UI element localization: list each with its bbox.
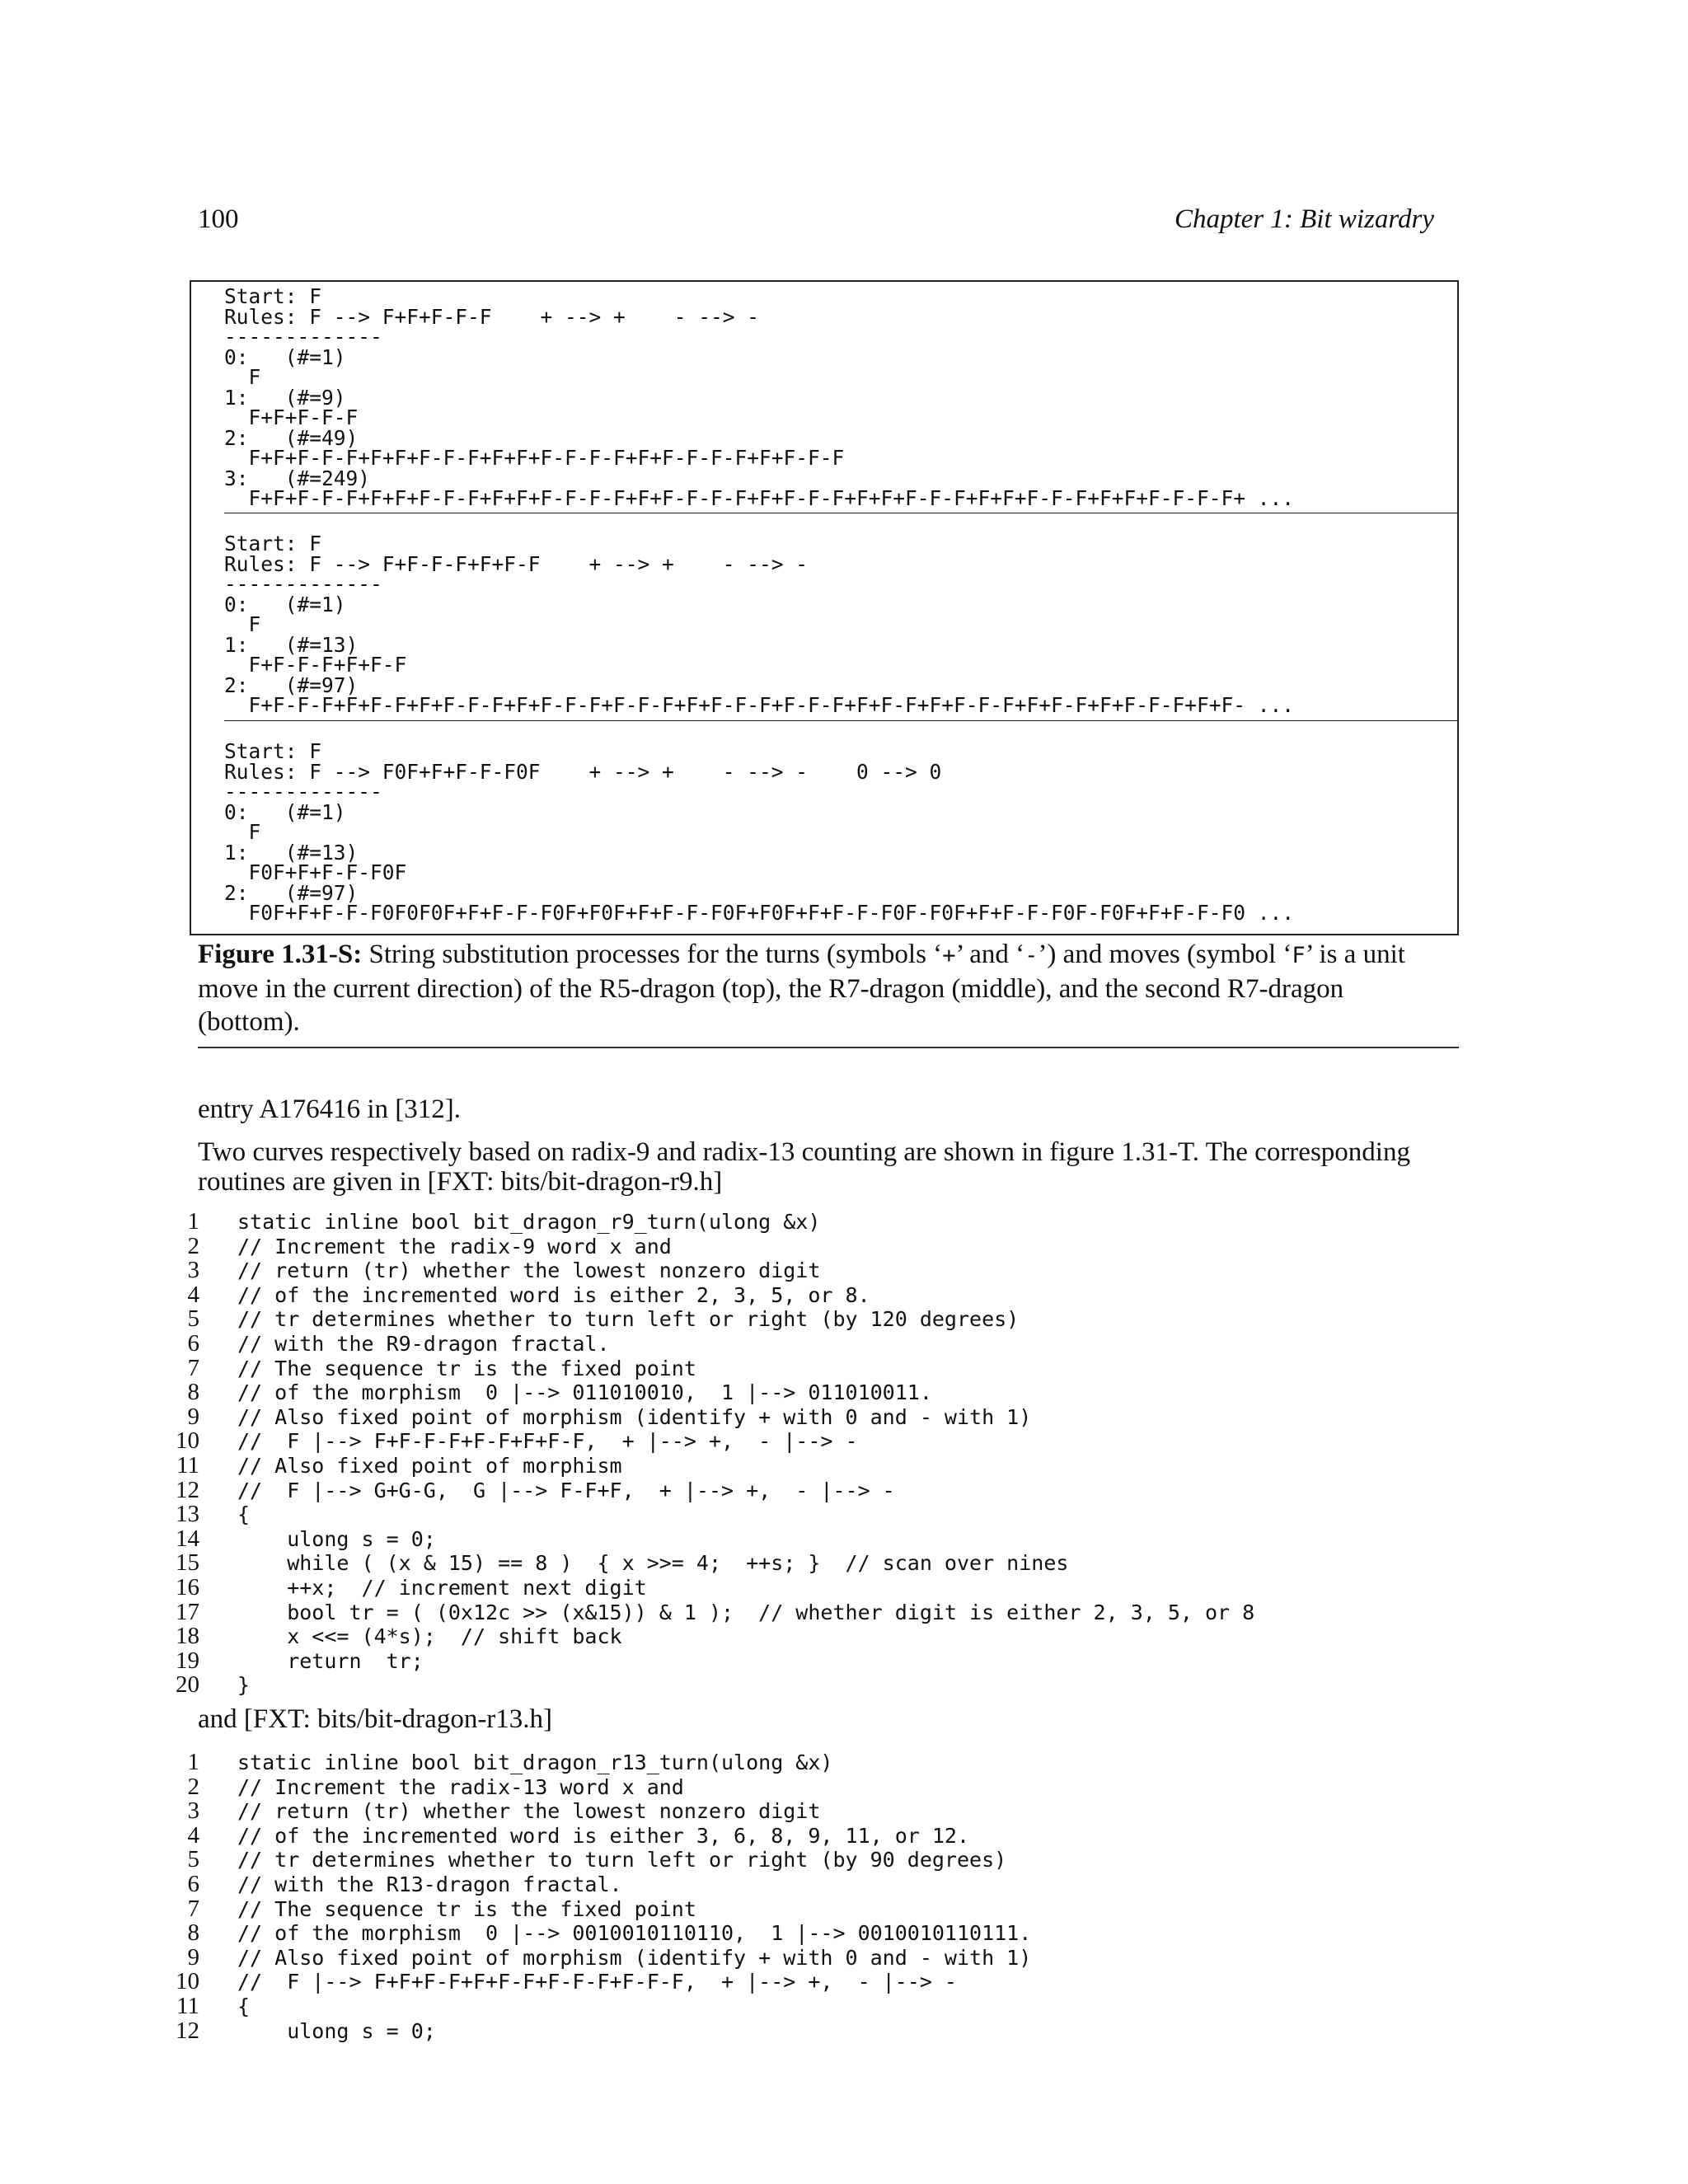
code-line (165, 1821, 1484, 1849)
body-paragraph: and [FXT: bits/bit-dragon-r13.h] (198, 1704, 553, 1734)
code-line (165, 1232, 1484, 1259)
code-line (165, 1476, 1484, 1503)
panel-text: Start: F Rules: F --> F+F-F-F+F+F-F + --> + - --> - ------------- 0: (#=1) F 1: (#=13) F+F-F-F+F+F-F 2: (#=97) F+F-F-F+F+F-F+F+F-F-F+F+F-F-F+F-F-F+F+F-F-F+F-F-F+F+F-F+F+F-F-F+F+F-F+F+F-F-F+F+F- ... (224, 532, 1295, 717)
code-text: // return (tr) whether the lowest nonzero digit (237, 1258, 821, 1283)
code-line (165, 1527, 1484, 1552)
line-number: 13 (176, 1501, 199, 1528)
line-number: 12 (176, 1476, 199, 1503)
line-number: 15 (176, 1549, 199, 1577)
code-text: // Also fixed point of morphism (identify + with 0 and - with 1) (237, 1945, 1032, 1970)
line-number: 4 (187, 1821, 199, 1849)
code-text: while ( (x & 15) == 8 ) { x >>= 4; ++s; } // scan over nines (237, 1551, 1069, 1576)
body-paragraph: entry A176416 in [312]. (198, 1094, 461, 1124)
code-text: // of the incremented word is either 2, 3, 5, or 8. (237, 1282, 870, 1307)
code-line (165, 1848, 1484, 1872)
line-number: 2 (187, 1773, 199, 1800)
page-number: 100 (198, 204, 239, 234)
line-number: 6 (187, 1870, 199, 1897)
code-text: // Also fixed point of morphism (identify + with 0 and - with 1) (237, 1404, 1032, 1429)
code-line (165, 1283, 1484, 1308)
code-text: { (237, 1994, 251, 2018)
code-line (165, 1573, 1484, 1601)
code-line (165, 1943, 1484, 1971)
code-line (165, 1624, 1484, 1649)
line-number: 7 (187, 1895, 199, 1922)
code-text: // The sequence tr is the fixed point (237, 1896, 696, 1921)
code-line (165, 1551, 1484, 1576)
line-number: 11 (176, 1451, 199, 1479)
code-text: // with the R13-dragon fractal. (237, 1872, 622, 1896)
code-text: // F |--> F+F+F-F+F+F-F+F-F-F+F-F-F, + |--> +, - |--> - (237, 1970, 957, 1994)
figure-panel-r7-dragon (224, 534, 1457, 716)
code-text: return tr; (237, 1648, 424, 1673)
code-listing-r9 (165, 1210, 1484, 1698)
code-text: // return (tr) whether the lowest nonzero digit (237, 1799, 821, 1824)
line-number: 9 (187, 1943, 199, 1971)
panel-text: Start: F Rules: F --> F+F+F-F-F + --> + - --> - ------------- 0: (#=1) F 1: (#=9) F+F+F-F-F 2: (#=49) F+F+F-F-F+F+F+F-F-F+F+F+F-F-F-F+F+F-F-F-F+F+F-F-F 3: (#=249) F+F+F-F-F+F+F+F-F-F+F+F+F-F-F-F+F+F-F-F-F+F+F-F-F+F+F+F-F-F+F+F+F-F-F+F+F+F-F-F-F+ ... (224, 284, 1295, 510)
code-line (165, 1673, 1484, 1698)
panel-text: Start: F Rules: F --> F0F+F+F-F-F0F + --> + - --> - 0 --> 0 ------------- 0: (#=1) F 1: (#=13) F0F+F+F-F-F0F 2: (#=97) F0F+F+F-F-F0F0F0F+F+F-F-F0F+F0F+F+F-F-F0F+F0F+F+F-F-F0F-F0F+F+F-F-F0F-F0F+F+F-F-F0 ... (224, 739, 1295, 925)
code-text: ulong s = 0; (237, 2018, 436, 2043)
line-number: 10 (176, 1427, 199, 1455)
code-text: static inline bool bit_dragon_r9_turn(ulong &x) (237, 1210, 821, 1234)
code-line (165, 1451, 1484, 1479)
code-line (165, 1429, 1484, 1454)
code-line (165, 1872, 1484, 1897)
code-line (165, 1329, 1484, 1357)
line-number: 4 (187, 1281, 199, 1308)
figure-label: Figure 1.31-S: (198, 940, 363, 969)
code-line (165, 1994, 1484, 2019)
line-number: 5 (187, 1305, 199, 1333)
caption-text: ’ and ‘ (955, 940, 1025, 969)
code-text: // F |--> F+F-F-F+F-F+F+F-F, + |--> +, - |--> - (237, 1429, 858, 1454)
line-number: 9 (187, 1403, 199, 1430)
line-number: 6 (187, 1329, 199, 1357)
caption-text: ’ is a unit move in the current direction) of the R5-dragon (top), the R7-dragon (middle), and the second R7-dragon (bottom). (198, 940, 1405, 1037)
line-number: 11 (176, 1992, 199, 2019)
caption-symbol: F (1292, 943, 1306, 968)
panel-divider (224, 720, 1457, 721)
line-number: 8 (187, 1919, 199, 1947)
code-line (165, 1258, 1484, 1283)
line-number: 1 (187, 1208, 199, 1235)
caption-text: String substitution processes for the turns (symbols ‘ (362, 940, 943, 969)
code-line (165, 1210, 1484, 1235)
code-text: // tr determines whether to turn left or right (by 120 degrees) (237, 1307, 1020, 1332)
code-text: } (237, 1673, 251, 1698)
caption-symbol: + (942, 943, 956, 968)
code-text: x <<= (4*s); // shift back (237, 1624, 622, 1649)
line-number: 5 (187, 1846, 199, 1873)
line-number: 19 (176, 1647, 199, 1674)
code-text: ulong s = 0; (237, 1526, 436, 1551)
line-number: 2 (187, 1232, 199, 1259)
code-line (165, 1354, 1484, 1381)
caption-rule (198, 1047, 1459, 1048)
figure-box (190, 280, 1459, 935)
caption-symbol: - (1025, 943, 1039, 968)
line-number: 7 (187, 1354, 199, 1381)
caption-text: ’) and moves (symbol ‘ (1038, 940, 1292, 969)
line-number: 10 (176, 1968, 199, 1995)
code-text: static inline bool bit_dragon_r13_turn(ulong &x) (237, 1750, 833, 1774)
code-listing-r13 (165, 1750, 1484, 2043)
line-number: 17 (176, 1598, 199, 1625)
figure-caption (198, 938, 1452, 1038)
code-text: // Increment the radix-13 word x and (237, 1774, 684, 1799)
code-text: // of the morphism 0 |--> 011010010, 1 |--> 011010011. (237, 1380, 932, 1405)
code-line (165, 1921, 1484, 1946)
code-text: // of the morphism 0 |--> 0010010110110, 1 |--> 0010010110111. (237, 1921, 1032, 1946)
code-line (165, 1897, 1484, 1922)
line-number: 16 (176, 1573, 199, 1601)
line-number: 20 (176, 1671, 199, 1699)
line-number: 3 (187, 1797, 199, 1825)
code-line (165, 1502, 1484, 1527)
code-line (165, 1380, 1484, 1405)
code-line (165, 1649, 1484, 1674)
code-line (165, 1970, 1484, 1994)
code-text: // F |--> G+G-G, G |--> F-F+F, + |--> +, - |--> - (237, 1478, 895, 1502)
code-text: { (237, 1502, 251, 1527)
line-number: 8 (187, 1379, 199, 1406)
chapter-title: Chapter 1: Bit wizardry (1174, 204, 1434, 234)
code-text: // Also fixed point of morphism (237, 1453, 622, 1478)
line-number: 14 (176, 1525, 199, 1552)
code-line (165, 1405, 1484, 1430)
code-line (165, 1799, 1484, 1824)
figure-panel-second-r7-dragon (224, 739, 1457, 925)
code-text: // The sequence tr is the fixed point (237, 1356, 696, 1380)
code-text: // Increment the radix-9 word x and (237, 1234, 672, 1258)
figure-panel-r5-dragon (224, 284, 1457, 510)
code-text: // with the R9-dragon fractal. (237, 1331, 610, 1356)
code-text: // tr determines whether to turn left or right (by 90 degrees) (237, 1848, 1007, 1872)
code-line (165, 2019, 1484, 2044)
line-number: 3 (187, 1257, 199, 1284)
code-text: bool tr = ( (0x12c >> (x&15)) & 1 ); // whether digit is either 2, 3, 5, or 8 (237, 1600, 1255, 1624)
line-number: 1 (187, 1749, 199, 1775)
code-line (165, 1775, 1484, 1800)
code-text: ++x; // increment next digit (237, 1575, 647, 1600)
line-number: 18 (176, 1623, 199, 1650)
line-number: 12 (176, 2017, 199, 2044)
code-line (165, 1598, 1484, 1625)
code-line (165, 1750, 1484, 1775)
code-text: // of the incremented word is either 3, 6, 8, 9, 11, or 12. (237, 1823, 970, 1848)
page-header (198, 204, 1434, 241)
body-paragraph: Two curves respectively based on radix-9 and radix-13 counting are shown in figure 1.31-T. The corresponding routines are given in [FXT: bits/bit-dragon-r9.h] (198, 1137, 1410, 1197)
code-line (165, 1307, 1484, 1332)
